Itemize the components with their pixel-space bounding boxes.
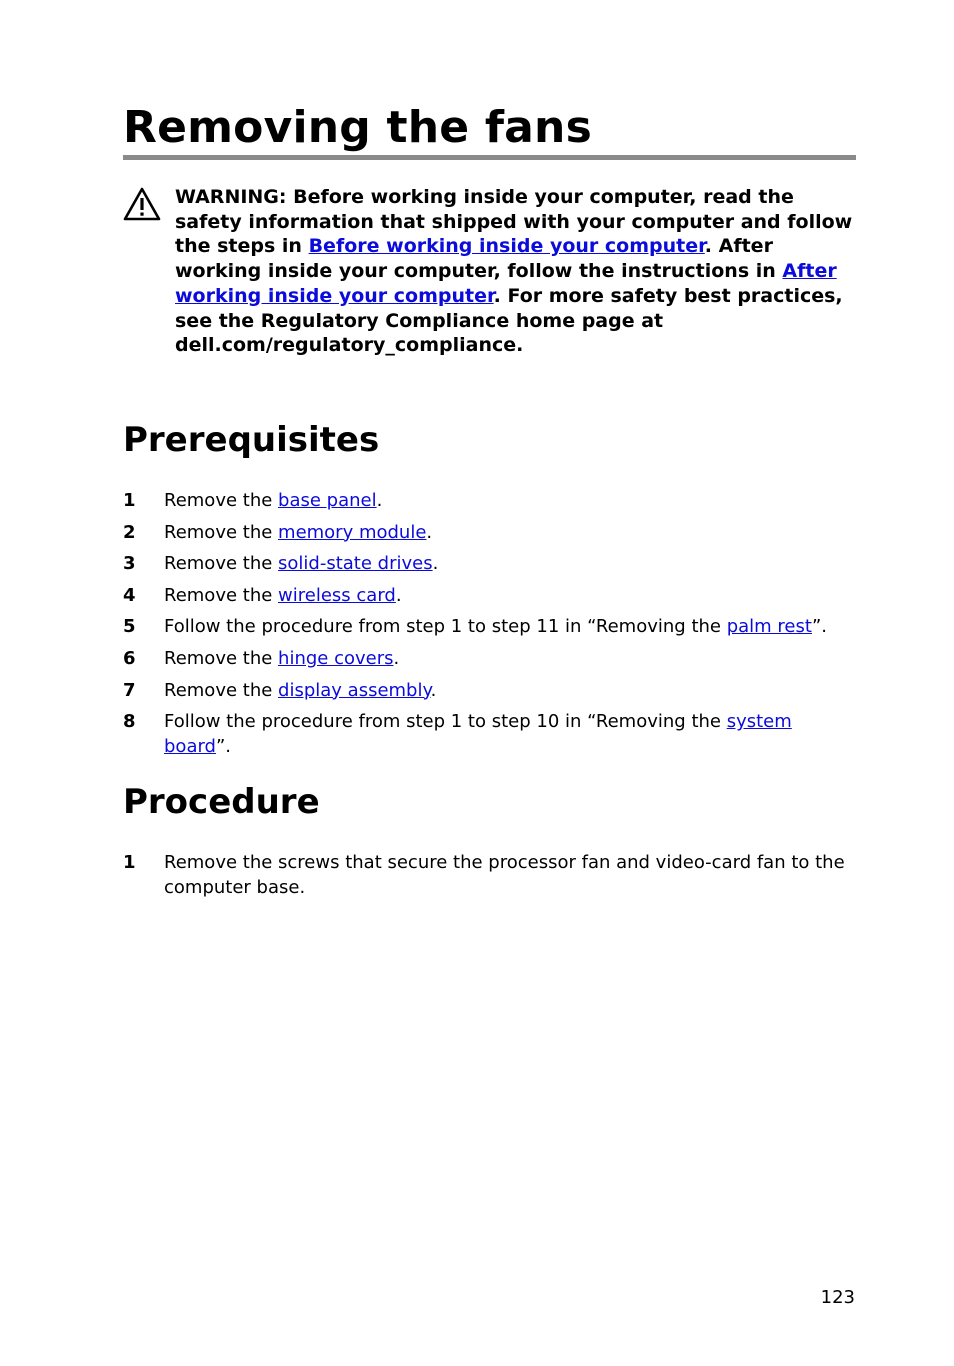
list-item <box>123 551 856 576</box>
step-text: Remove the <box>164 521 279 543</box>
warning-text-3: . For more safety best practices, see the Regulatory Compliance home page at dell.com/regulatory_compliance. <box>175 284 843 357</box>
warning-text-2: . After working inside your computer, follow the instructions in <box>175 235 783 283</box>
page-number: 123 <box>820 1287 855 1308</box>
list-item <box>123 678 856 703</box>
step-text-end: ”. <box>215 736 232 758</box>
step-link[interactable]: wireless card <box>278 584 396 606</box>
step-number: 6 <box>123 647 136 669</box>
step-link[interactable]: solid-state drives <box>278 553 433 575</box>
step-text-end: . <box>430 679 437 701</box>
step-text-end: . <box>376 490 383 511</box>
title-divider <box>123 155 856 160</box>
prerequisites-list <box>123 488 856 766</box>
warning-text-1: WARNING: Before working inside your computer, read the safety information that shipped with your computer and follow the steps in <box>175 186 853 258</box>
step-text-end: . <box>426 521 433 543</box>
step-link[interactable]: memory module <box>278 521 427 543</box>
list-item <box>123 614 856 639</box>
step-number: 1 <box>123 852 136 873</box>
list-item <box>123 646 856 671</box>
step-number: 7 <box>123 679 136 701</box>
procedure-list <box>123 850 856 907</box>
step-text: Remove the <box>164 490 279 511</box>
list-item <box>123 583 856 608</box>
step-text: Follow the procedure from step 1 to step 10 in “Removing the <box>164 711 727 733</box>
step-link[interactable]: palm rest <box>726 616 812 638</box>
step-text-end: . <box>432 553 439 575</box>
warning-notice <box>175 185 855 358</box>
step-text: Remove the <box>164 647 279 669</box>
list-item <box>123 488 856 513</box>
step-text: Remove the <box>164 553 279 575</box>
step-text: Remove the <box>164 679 279 701</box>
step-text: Remove the screws that secure the processor fan and video-card fan to the computer base. <box>164 852 845 898</box>
step-text-end: . <box>393 647 400 669</box>
step-number: 1 <box>123 490 136 511</box>
step-link[interactable]: base panel <box>278 490 377 511</box>
warning-triangle-icon <box>123 187 161 221</box>
list-item <box>123 520 856 545</box>
step-link[interactable]: hinge covers <box>278 647 394 669</box>
link-after-working[interactable]: After working inside your computer <box>175 260 837 307</box>
step-number: 2 <box>123 521 136 543</box>
step-text: Follow the procedure from step 1 to step 11 in “Removing the <box>164 616 727 638</box>
step-link[interactable]: display assembly <box>278 679 431 701</box>
step-number: 5 <box>123 616 136 638</box>
step-number: 4 <box>123 584 136 606</box>
step-link[interactable]: system board <box>164 711 792 758</box>
step-number: 3 <box>123 553 136 575</box>
step-text-end: . <box>395 584 402 606</box>
page-title: Removing the fans <box>123 102 592 153</box>
step-text-end: ”. <box>811 616 827 638</box>
step-number: 8 <box>123 711 136 733</box>
step-text: Remove the <box>164 584 279 606</box>
list-item <box>123 709 856 759</box>
prerequisites-heading: Prerequisites <box>123 420 380 460</box>
link-before-working[interactable]: Before working inside your computer <box>308 235 705 258</box>
procedure-heading: Procedure <box>123 782 320 822</box>
list-item <box>123 850 856 900</box>
